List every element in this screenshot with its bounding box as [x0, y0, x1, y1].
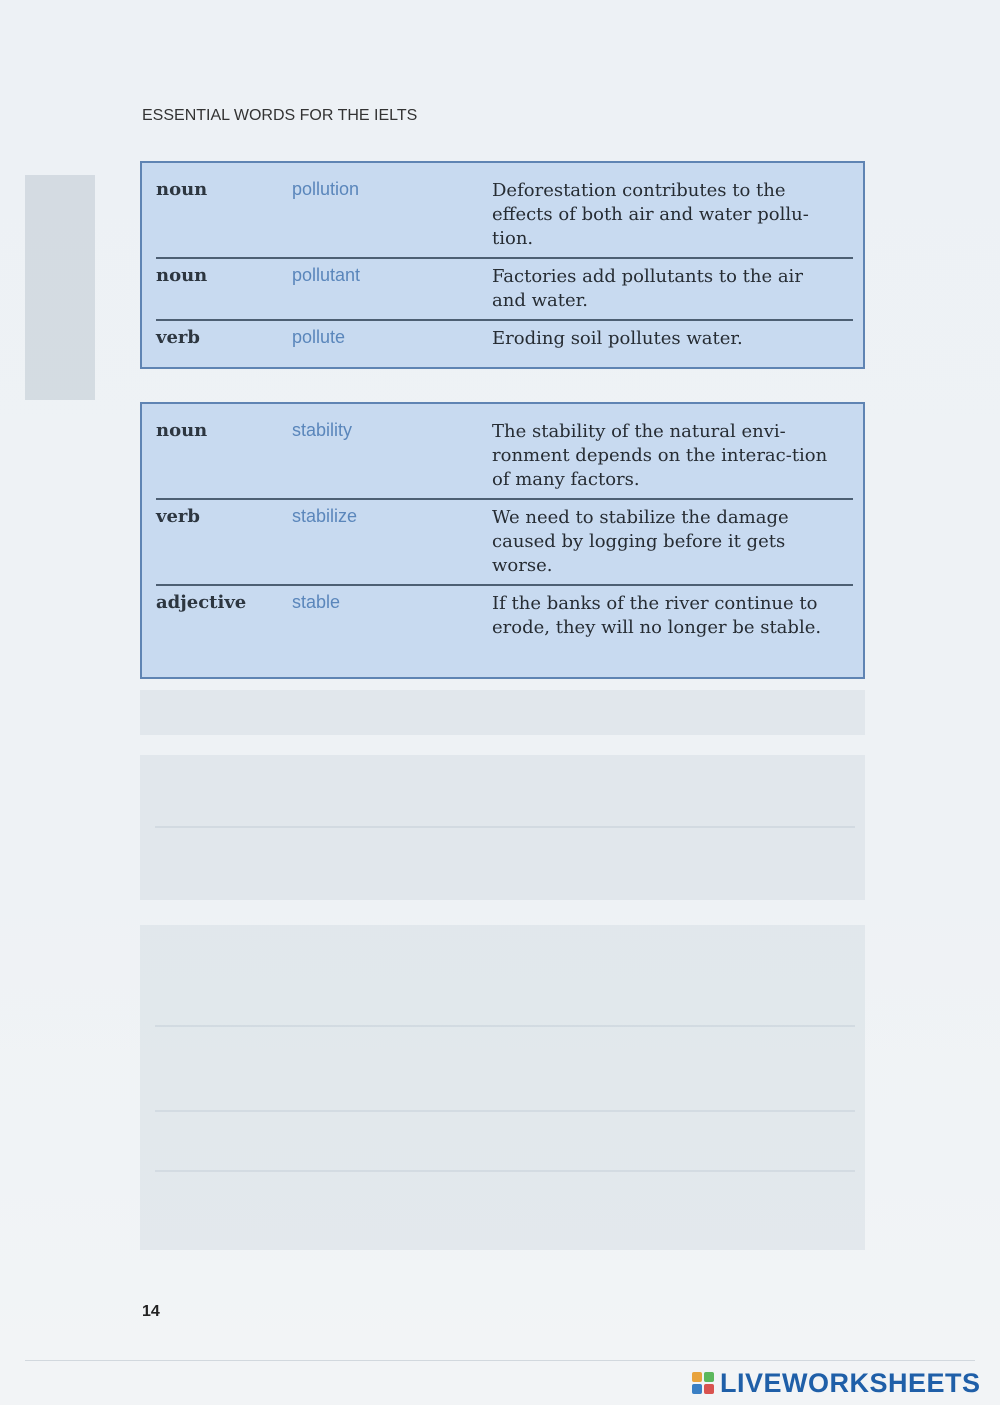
part-of-speech: noun	[156, 179, 208, 200]
bleed-through-block	[140, 925, 865, 1250]
liveworksheets-logo-icon	[692, 1372, 714, 1394]
row-divider	[156, 584, 853, 586]
row-divider	[156, 257, 853, 259]
example-sentence: We need to stabilize the damage caused by logging before it gets worse.	[492, 507, 789, 576]
row-divider	[156, 498, 853, 500]
logo-square	[704, 1372, 714, 1382]
part-of-speech: adjective	[156, 592, 247, 613]
example-sentence: The stability of the natural envi-ronment depends on the interac-tion of many factors.	[492, 421, 828, 490]
part-of-speech: noun	[156, 420, 208, 441]
page-number: 14	[142, 1303, 160, 1320]
logo-square	[704, 1384, 714, 1394]
bleed-through-line	[155, 1110, 855, 1112]
vocab-word: pollutant	[292, 265, 361, 285]
page-header: ESSENTIAL WORDS FOR THE IELTS	[142, 107, 418, 124]
example-sentence: If the banks of the river continue to erode, they will no longer be stable.	[492, 593, 822, 638]
vocab-word: pollute	[292, 327, 346, 347]
bottom-rule	[25, 1360, 975, 1361]
row-divider	[156, 319, 853, 321]
bleed-through-strip	[25, 175, 95, 400]
bleed-through-line	[155, 826, 855, 828]
part-of-speech: verb	[156, 506, 200, 527]
vocab-word: stable	[292, 592, 341, 612]
liveworksheets-brand[interactable]	[692, 1369, 981, 1397]
example-sentence: Deforestation contributes to the effects of both air and water pollu-tion.	[492, 180, 809, 249]
vocab-word: pollution	[292, 179, 360, 199]
bleed-through-line	[155, 1170, 855, 1172]
logo-square	[692, 1384, 702, 1394]
part-of-speech: noun	[156, 265, 208, 286]
example-sentence: Eroding soil pollutes water.	[492, 328, 743, 349]
part-of-speech: verb	[156, 327, 200, 348]
bleed-through-line	[155, 1025, 855, 1027]
logo-square	[692, 1372, 702, 1382]
vocab-word: stabilize	[292, 506, 358, 526]
vocab-box-stability	[140, 402, 865, 679]
brand-name: LIVEWORKSHEETS	[720, 1367, 981, 1398]
vocab-word: stability	[292, 420, 353, 440]
example-sentence: Factories add pollutants to the air and water.	[492, 266, 803, 311]
bleed-through-block	[140, 690, 865, 735]
vocab-box-pollution	[140, 161, 865, 369]
